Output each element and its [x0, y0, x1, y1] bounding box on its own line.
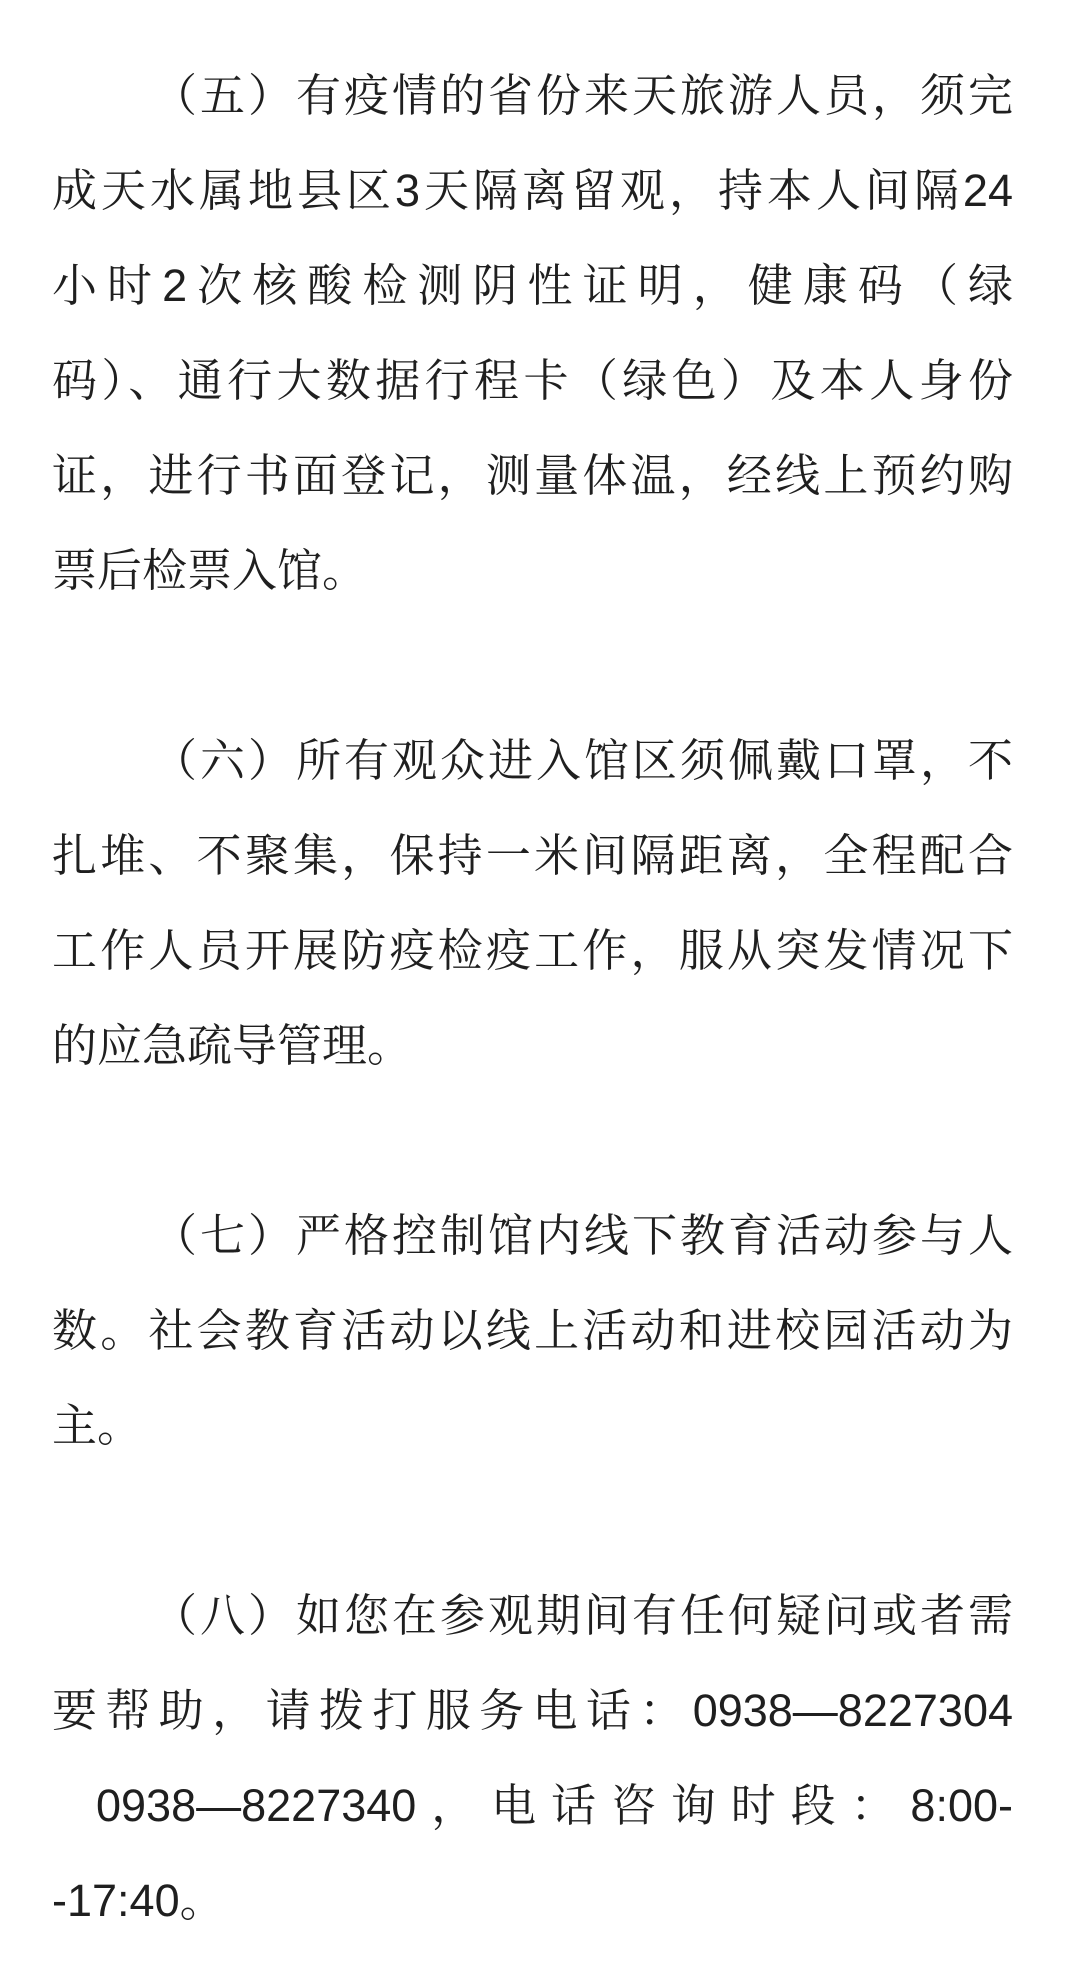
text-line: 证，进行书面登记，测量体温，经线上预约购: [52, 450, 1013, 501]
paragraph-item-5: [52, 48, 1013, 618]
text-line: 主。: [52, 1400, 143, 1451]
text-line: 扎堆、不聚集，保持一米间隔距离，全程配合: [52, 830, 1013, 881]
paragraph-item-7: [52, 1188, 1013, 1473]
text-line service-phone-line: 要帮助，请拨打服务电话：0938—8227304: [52, 1685, 1013, 1736]
paragraph-item-6: [52, 713, 1013, 1093]
text-line: 小时2次核酸检测阴性证明，健康码（绿: [52, 260, 1013, 311]
text-line: （七）严格控制馆内线下教育活动参与人: [152, 1210, 1013, 1261]
text-line: 的应急疏导管理。: [52, 1020, 413, 1071]
text-line: 票后检票入馆。: [52, 545, 368, 596]
text-line: 数。社会教育活动以线上活动和进校园活动为: [52, 1305, 1013, 1356]
text-line: 成天水属地县区3天隔离留观，持本人间隔24: [52, 165, 1013, 216]
text-line service-phone-line: 0938—8227340，电话咨询时段：8:00-: [96, 1780, 1013, 1831]
text-line: 码）、通行大数据行程卡（绿色）及本人身份: [52, 355, 1013, 406]
text-line: -17:40。: [52, 1875, 225, 1926]
text-line: 工作人员开展防疫检疫工作，服从突发情况下: [52, 925, 1013, 976]
text-line: （五）有疫情的省份来天旅游人员，须完: [152, 70, 1013, 121]
paragraph-item-8: [52, 1568, 1013, 1948]
text-line: （六）所有观众进入馆区须佩戴口罩，不: [152, 735, 1013, 786]
text-line: （八）如您在参观期间有任何疑问或者需: [152, 1590, 1013, 1641]
